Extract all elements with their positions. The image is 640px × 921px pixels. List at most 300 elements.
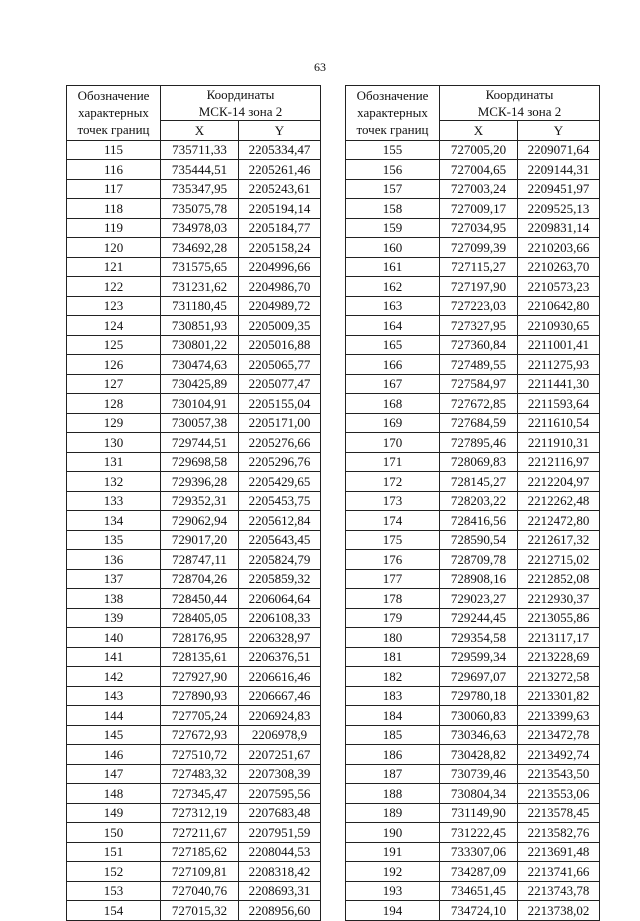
coord-y: 2209144,31 xyxy=(518,160,600,180)
coord-x: 730804,34 xyxy=(440,784,518,804)
coord-y: 2210930,65 xyxy=(518,316,600,336)
table-row xyxy=(67,803,321,823)
coord-x: 727895,46 xyxy=(440,433,518,453)
coord-x: 730346,63 xyxy=(440,725,518,745)
table-row xyxy=(67,472,321,492)
coord-y: 2208693,31 xyxy=(239,881,321,901)
point-number: 187 xyxy=(346,764,440,784)
point-number: 171 xyxy=(346,452,440,472)
table-row xyxy=(67,764,321,784)
table-row xyxy=(346,569,600,589)
table-row xyxy=(346,140,600,160)
coord-x: 728590,54 xyxy=(440,530,518,550)
table-row xyxy=(346,589,600,609)
coord-x: 728145,27 xyxy=(440,472,518,492)
header-x: X xyxy=(161,121,239,141)
coord-y: 2213691,48 xyxy=(518,842,600,862)
coord-y: 2209831,14 xyxy=(518,218,600,238)
coord-x: 727003,24 xyxy=(440,179,518,199)
coord-y: 2209451,97 xyxy=(518,179,600,199)
table-row xyxy=(67,667,321,687)
coord-y: 2204996,66 xyxy=(239,257,321,277)
coord-y: 2212116,97 xyxy=(518,452,600,472)
table-row xyxy=(67,218,321,238)
table-row xyxy=(67,842,321,862)
point-number: 120 xyxy=(67,238,161,258)
coord-x: 727099,39 xyxy=(440,238,518,258)
point-number: 165 xyxy=(346,335,440,355)
coord-x: 727115,27 xyxy=(440,257,518,277)
coord-y: 2205612,84 xyxy=(239,511,321,531)
coord-x: 731222,45 xyxy=(440,823,518,843)
table-row xyxy=(346,316,600,336)
table-row xyxy=(346,179,600,199)
table-row xyxy=(67,238,321,258)
table-row xyxy=(67,823,321,843)
coord-x: 727040,76 xyxy=(161,881,239,901)
coord-y: 2206616,46 xyxy=(239,667,321,687)
coord-x: 730104,91 xyxy=(161,394,239,414)
coord-x: 727927,90 xyxy=(161,667,239,687)
table-row xyxy=(67,686,321,706)
table-row xyxy=(67,452,321,472)
point-number: 128 xyxy=(67,394,161,414)
coord-y: 2205171,00 xyxy=(239,413,321,433)
header-name-line: характерных xyxy=(78,105,149,121)
table-row xyxy=(346,374,600,394)
point-number: 140 xyxy=(67,628,161,648)
point-number: 192 xyxy=(346,862,440,882)
table-row xyxy=(346,842,600,862)
table-row xyxy=(346,433,600,453)
point-number: 159 xyxy=(346,218,440,238)
coord-x: 728416,56 xyxy=(440,511,518,531)
coord-y: 2211593,64 xyxy=(518,394,600,414)
point-number: 131 xyxy=(67,452,161,472)
coord-y: 2213399,63 xyxy=(518,706,600,726)
coord-x: 727489,55 xyxy=(440,355,518,375)
coord-x: 728709,78 xyxy=(440,550,518,570)
table-row xyxy=(67,433,321,453)
point-number: 145 xyxy=(67,725,161,745)
coordinates-table-right xyxy=(345,85,600,921)
coord-x: 729744,51 xyxy=(161,433,239,453)
table-row xyxy=(67,316,321,336)
coord-y: 2206924,83 xyxy=(239,706,321,726)
point-number: 180 xyxy=(346,628,440,648)
coord-y: 2205194,14 xyxy=(239,199,321,219)
coord-x: 727705,24 xyxy=(161,706,239,726)
coord-y: 2212262,48 xyxy=(518,491,600,511)
table-row xyxy=(67,745,321,765)
point-number: 121 xyxy=(67,257,161,277)
table-body-right xyxy=(346,140,600,920)
coord-x: 727360,84 xyxy=(440,335,518,355)
coord-x: 735347,95 xyxy=(161,179,239,199)
table-row xyxy=(67,140,321,160)
table-body-left xyxy=(67,140,321,920)
point-number: 151 xyxy=(67,842,161,862)
point-number: 115 xyxy=(67,140,161,160)
coord-x: 735444,51 xyxy=(161,160,239,180)
table-row xyxy=(346,296,600,316)
point-number: 118 xyxy=(67,199,161,219)
point-number: 146 xyxy=(67,745,161,765)
header-point-designation xyxy=(346,86,440,141)
coord-x: 728176,95 xyxy=(161,628,239,648)
coord-x: 727034,95 xyxy=(440,218,518,238)
table-row xyxy=(346,199,600,219)
point-number: 132 xyxy=(67,472,161,492)
point-number: 125 xyxy=(67,335,161,355)
point-number: 149 xyxy=(67,803,161,823)
table-row xyxy=(346,862,600,882)
point-number: 133 xyxy=(67,491,161,511)
coord-x: 727015,32 xyxy=(161,901,239,921)
table-row xyxy=(346,784,600,804)
header-name-line: Обозначение xyxy=(77,88,150,104)
coord-x: 729354,58 xyxy=(440,628,518,648)
coord-y: 2212617,32 xyxy=(518,530,600,550)
point-number: 130 xyxy=(67,433,161,453)
table-row xyxy=(346,355,600,375)
coord-x: 727009,17 xyxy=(440,199,518,219)
coord-y: 2206108,33 xyxy=(239,608,321,628)
coord-x: 727483,32 xyxy=(161,764,239,784)
coord-y: 2213553,06 xyxy=(518,784,600,804)
coord-x: 734287,09 xyxy=(440,862,518,882)
point-number: 163 xyxy=(346,296,440,316)
coord-x: 731149,90 xyxy=(440,803,518,823)
point-number: 164 xyxy=(346,316,440,336)
coord-y: 2210642,80 xyxy=(518,296,600,316)
table-row xyxy=(67,374,321,394)
coord-y: 2208318,42 xyxy=(239,862,321,882)
coord-y: 2212472,80 xyxy=(518,511,600,531)
coord-y: 2205016,88 xyxy=(239,335,321,355)
coord-x: 727197,90 xyxy=(440,277,518,297)
table-row xyxy=(67,862,321,882)
table-row xyxy=(67,628,321,648)
coord-x: 730425,89 xyxy=(161,374,239,394)
coord-y: 2210203,66 xyxy=(518,238,600,258)
coord-y: 2206667,46 xyxy=(239,686,321,706)
coord-y: 2211001,41 xyxy=(518,335,600,355)
coord-x: 727185,62 xyxy=(161,842,239,862)
point-number: 178 xyxy=(346,589,440,609)
header-x: X xyxy=(440,121,518,141)
table-row xyxy=(67,179,321,199)
coord-y: 2207251,67 xyxy=(239,745,321,765)
coord-y: 2205158,24 xyxy=(239,238,321,258)
table-row xyxy=(346,452,600,472)
table-row xyxy=(346,823,600,843)
point-number: 119 xyxy=(67,218,161,238)
table-row xyxy=(67,784,321,804)
coord-x: 734692,28 xyxy=(161,238,239,258)
header-coords-line: МСК-14 зона 2 xyxy=(477,104,562,119)
table-row xyxy=(346,901,600,921)
coord-x: 727211,67 xyxy=(161,823,239,843)
coord-y: 2213055,86 xyxy=(518,608,600,628)
coord-x: 727004,65 xyxy=(440,160,518,180)
point-number: 184 xyxy=(346,706,440,726)
point-number: 156 xyxy=(346,160,440,180)
point-number: 194 xyxy=(346,901,440,921)
coord-x: 727109,81 xyxy=(161,862,239,882)
coord-y: 2207951,59 xyxy=(239,823,321,843)
table-row xyxy=(346,550,600,570)
coord-x: 729062,94 xyxy=(161,511,239,531)
table-row xyxy=(67,608,321,628)
coord-x: 730428,82 xyxy=(440,745,518,765)
point-number: 191 xyxy=(346,842,440,862)
coord-x: 727672,93 xyxy=(161,725,239,745)
header-point-designation xyxy=(67,86,161,141)
coord-x: 730474,63 xyxy=(161,355,239,375)
point-number: 181 xyxy=(346,647,440,667)
coord-y: 2213228,69 xyxy=(518,647,600,667)
table-row xyxy=(67,881,321,901)
coord-x: 735711,33 xyxy=(161,140,239,160)
coord-x: 730060,83 xyxy=(440,706,518,726)
header-coordinates xyxy=(161,86,321,121)
point-number: 193 xyxy=(346,881,440,901)
table-row xyxy=(67,277,321,297)
coord-x: 728908,16 xyxy=(440,569,518,589)
coord-y: 2210573,23 xyxy=(518,277,600,297)
coord-x: 727890,93 xyxy=(161,686,239,706)
coord-y: 2205065,77 xyxy=(239,355,321,375)
table-row xyxy=(346,413,600,433)
point-number: 153 xyxy=(67,881,161,901)
table-row xyxy=(346,491,600,511)
point-number: 185 xyxy=(346,725,440,745)
coord-x: 728135,61 xyxy=(161,647,239,667)
table-row xyxy=(346,706,600,726)
point-number: 177 xyxy=(346,569,440,589)
table-row xyxy=(346,803,600,823)
table-row xyxy=(67,550,321,570)
coord-y: 2207683,48 xyxy=(239,803,321,823)
coord-x: 728069,83 xyxy=(440,452,518,472)
coord-x: 729780,18 xyxy=(440,686,518,706)
point-number: 139 xyxy=(67,608,161,628)
coord-y: 2213738,02 xyxy=(518,901,600,921)
coord-y: 2209071,64 xyxy=(518,140,600,160)
coordinates-table-left xyxy=(66,85,321,921)
point-number: 136 xyxy=(67,550,161,570)
point-number: 179 xyxy=(346,608,440,628)
table-row xyxy=(346,628,600,648)
coord-x: 727005,20 xyxy=(440,140,518,160)
coord-x: 728704,26 xyxy=(161,569,239,589)
table-row xyxy=(346,647,600,667)
point-number: 142 xyxy=(67,667,161,687)
point-number: 161 xyxy=(346,257,440,277)
coord-y: 2208956,60 xyxy=(239,901,321,921)
coord-x: 729396,28 xyxy=(161,472,239,492)
table-row xyxy=(67,647,321,667)
coord-y: 2212715,02 xyxy=(518,550,600,570)
table-row xyxy=(346,725,600,745)
table-row xyxy=(67,335,321,355)
table-row xyxy=(346,686,600,706)
coord-y: 2213543,50 xyxy=(518,764,600,784)
point-number: 183 xyxy=(346,686,440,706)
coord-y: 2204986,70 xyxy=(239,277,321,297)
table-row xyxy=(346,608,600,628)
point-number: 182 xyxy=(346,667,440,687)
coord-y: 2205077,47 xyxy=(239,374,321,394)
table-row xyxy=(346,257,600,277)
table-row xyxy=(67,901,321,921)
coord-y: 2205276,66 xyxy=(239,433,321,453)
point-number: 144 xyxy=(67,706,161,726)
coord-x: 729352,31 xyxy=(161,491,239,511)
coord-x: 729697,07 xyxy=(440,667,518,687)
point-number: 167 xyxy=(346,374,440,394)
point-number: 116 xyxy=(67,160,161,180)
coord-x: 730801,22 xyxy=(161,335,239,355)
point-number: 189 xyxy=(346,803,440,823)
coord-x: 730739,46 xyxy=(440,764,518,784)
coord-y: 2205453,75 xyxy=(239,491,321,511)
coord-y: 2206064,64 xyxy=(239,589,321,609)
point-number: 154 xyxy=(67,901,161,921)
point-number: 168 xyxy=(346,394,440,414)
coord-y: 2205859,32 xyxy=(239,569,321,589)
coord-y: 2205296,76 xyxy=(239,452,321,472)
header-name-line: характерных xyxy=(357,105,428,121)
coord-y: 2209525,13 xyxy=(518,199,600,219)
point-number: 190 xyxy=(346,823,440,843)
table-row xyxy=(346,238,600,258)
point-number: 138 xyxy=(67,589,161,609)
coord-y: 2211910,31 xyxy=(518,433,600,453)
coord-y: 2205334,47 xyxy=(239,140,321,160)
table-row xyxy=(67,706,321,726)
coord-x: 734724,10 xyxy=(440,901,518,921)
header-coords-line: Координаты xyxy=(206,87,275,102)
point-number: 143 xyxy=(67,686,161,706)
point-number: 134 xyxy=(67,511,161,531)
coord-y: 2213301,82 xyxy=(518,686,600,706)
point-number: 135 xyxy=(67,530,161,550)
table-row xyxy=(346,530,600,550)
coord-x: 727510,72 xyxy=(161,745,239,765)
table-row xyxy=(346,394,600,414)
point-number: 166 xyxy=(346,355,440,375)
coord-y: 2205155,04 xyxy=(239,394,321,414)
point-number: 147 xyxy=(67,764,161,784)
coord-y: 2205009,35 xyxy=(239,316,321,336)
coord-x: 728203,22 xyxy=(440,491,518,511)
coord-y: 2211441,30 xyxy=(518,374,600,394)
header-name-line: точек границ xyxy=(77,122,150,138)
point-number: 122 xyxy=(67,277,161,297)
coord-x: 731231,62 xyxy=(161,277,239,297)
header-name-line: Обозначение xyxy=(356,88,429,104)
point-number: 173 xyxy=(346,491,440,511)
coord-x: 731575,65 xyxy=(161,257,239,277)
table-row xyxy=(346,277,600,297)
coord-x: 727327,95 xyxy=(440,316,518,336)
coord-y: 2207308,39 xyxy=(239,764,321,784)
table-row xyxy=(67,530,321,550)
coord-y: 2206376,51 xyxy=(239,647,321,667)
coord-x: 731180,45 xyxy=(161,296,239,316)
point-number: 137 xyxy=(67,569,161,589)
table-row xyxy=(346,745,600,765)
coord-x: 729698,58 xyxy=(161,452,239,472)
table-row xyxy=(346,335,600,355)
point-number: 174 xyxy=(346,511,440,531)
point-number: 155 xyxy=(346,140,440,160)
coord-y: 2204989,72 xyxy=(239,296,321,316)
coord-y: 2211610,54 xyxy=(518,413,600,433)
coord-y: 2207595,56 xyxy=(239,784,321,804)
table-row xyxy=(67,569,321,589)
point-number: 158 xyxy=(346,199,440,219)
coord-y: 2205824,79 xyxy=(239,550,321,570)
point-number: 126 xyxy=(67,355,161,375)
table-row xyxy=(67,589,321,609)
header-name-line: точек границ xyxy=(356,122,429,138)
point-number: 127 xyxy=(67,374,161,394)
point-number: 129 xyxy=(67,413,161,433)
point-number: 176 xyxy=(346,550,440,570)
table-row xyxy=(67,355,321,375)
point-number: 141 xyxy=(67,647,161,667)
coord-y: 2213743,78 xyxy=(518,881,600,901)
coord-x: 735075,78 xyxy=(161,199,239,219)
point-number: 160 xyxy=(346,238,440,258)
table-row xyxy=(346,667,600,687)
point-number: 188 xyxy=(346,784,440,804)
point-number: 148 xyxy=(67,784,161,804)
table-row xyxy=(67,257,321,277)
header-coordinates xyxy=(440,86,600,121)
table-row xyxy=(67,199,321,219)
point-number: 175 xyxy=(346,530,440,550)
point-number: 172 xyxy=(346,472,440,492)
table-row xyxy=(67,725,321,745)
header-coords-line: МСК-14 зона 2 xyxy=(198,104,283,119)
table-row xyxy=(67,160,321,180)
coord-y: 2213741,66 xyxy=(518,862,600,882)
coord-y: 2212204,97 xyxy=(518,472,600,492)
table-row xyxy=(67,394,321,414)
coord-x: 734978,03 xyxy=(161,218,239,238)
table-row xyxy=(346,218,600,238)
coord-y: 2206978,9 xyxy=(239,725,321,745)
coord-x: 730057,38 xyxy=(161,413,239,433)
table-row xyxy=(67,296,321,316)
coord-y: 2213582,76 xyxy=(518,823,600,843)
coord-x: 729017,20 xyxy=(161,530,239,550)
coord-y: 2205261,46 xyxy=(239,160,321,180)
table-row xyxy=(67,413,321,433)
coord-y: 2205429,65 xyxy=(239,472,321,492)
coord-y: 2212852,08 xyxy=(518,569,600,589)
coord-x: 727345,47 xyxy=(161,784,239,804)
coord-x: 727223,03 xyxy=(440,296,518,316)
coord-y: 2205184,77 xyxy=(239,218,321,238)
coord-x: 727584,97 xyxy=(440,374,518,394)
header-y: Y xyxy=(518,121,600,141)
coord-x: 729599,34 xyxy=(440,647,518,667)
